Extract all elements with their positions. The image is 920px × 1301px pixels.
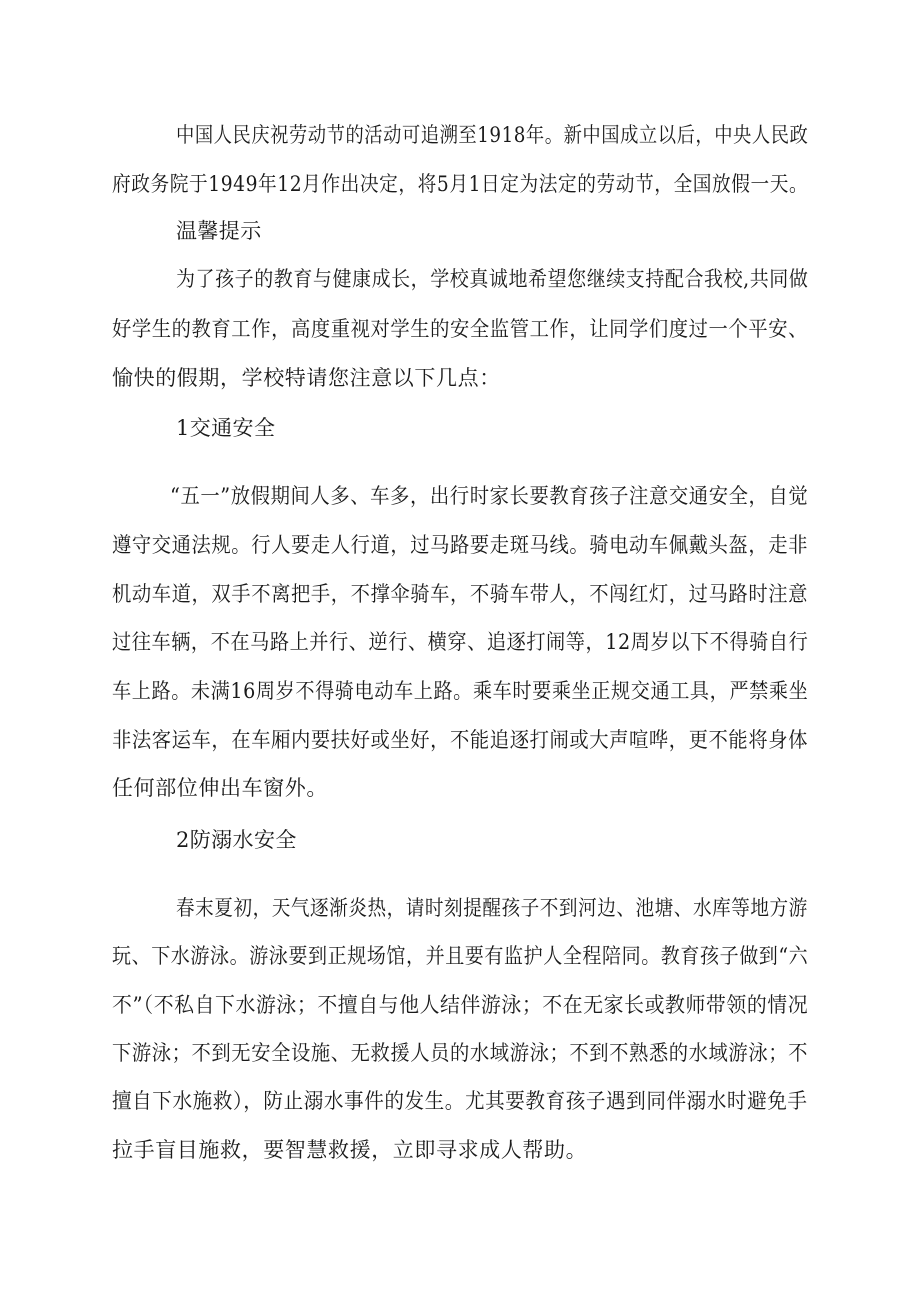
intro-line-1: 中国人民庆祝劳动节的活动可追溯至1918年。新中国成立以后，中央人民政 <box>176 123 809 147</box>
section2-heading: 2防溺水安全 <box>176 828 297 852</box>
tips-heading: 温馨提示 <box>176 219 262 243</box>
section1-line-6: 非法客运车，在车厢内要扶好或坐好，不能追逐打闹或大声喧哗，更不能将身体 <box>112 728 808 752</box>
section2-line-3: 不”（不私自下水游泳；不擅自与他人结伴游泳；不在无家长或教师带领的情况 <box>112 993 809 1017</box>
section2-line-5: 擅自下水施救），防止溺水事件的发生。尤其要教育孩子遇到同伴溺水时避免手 <box>112 1089 808 1113</box>
section2-line-4: 下游泳；不到无安全设施、无救援人员的水域游泳；不到不熟悉的水域游泳；不 <box>112 1041 808 1065</box>
tips-line-2: 好学生的教育工作，高度重视对学生的安全监管工作，让同学们度过一个平安、 <box>112 317 808 341</box>
tips-line-1: 为了孩子的教育与健康成长，学校真诚地希望您继续支持配合我校,共同做 <box>176 267 809 291</box>
intro-line-2: 府政务院于1949年12月作出决定，将5月1日定为法定的劳动节，全国放假一天。 <box>112 172 809 196</box>
tips-line-3: 愉快的假期，学校特请您注意以下几点： <box>112 366 501 390</box>
section1-line-1: “五一”放假期间人多、车多，出行时家长要教育孩子注意交通安全，自觉 <box>170 484 809 508</box>
section1-heading: 1交通安全 <box>176 416 276 440</box>
section1-line-3: 机动车道，双手不离把手，不撑伞骑车，不骑车带人，不闯红灯，过马路时注意 <box>112 582 808 606</box>
section1-line-4: 过往车辆，不在马路上并行、逆行、横穿、追逐打闹等，12周岁以下不得骑自行 <box>112 630 809 654</box>
section1-line-5: 车上路。未满16周岁不得骑电动车上路。乘车时要乘坐正规交通工具，严禁乘坐 <box>112 679 809 703</box>
section2-line-2: 玩、下水游泳。游泳要到正规场馆，并且要有监护人全程陪同。教育孩子做到“六 <box>112 944 809 968</box>
section1-line-2: 遵守交通法规。行人要走人行道，过马路要走斑马线。骑电动车佩戴头盔，走非 <box>112 533 808 557</box>
section2-line-1: 春末夏初，天气逐渐炎热，请时刻提醒孩子不到河边、池塘、水库等地方游 <box>176 896 808 920</box>
section1-line-7: 任何部位伸出车窗外。 <box>112 776 328 800</box>
section2-line-6: 拉手盲目施救，要智慧救援，立即寻求成人帮助。 <box>112 1138 588 1162</box>
